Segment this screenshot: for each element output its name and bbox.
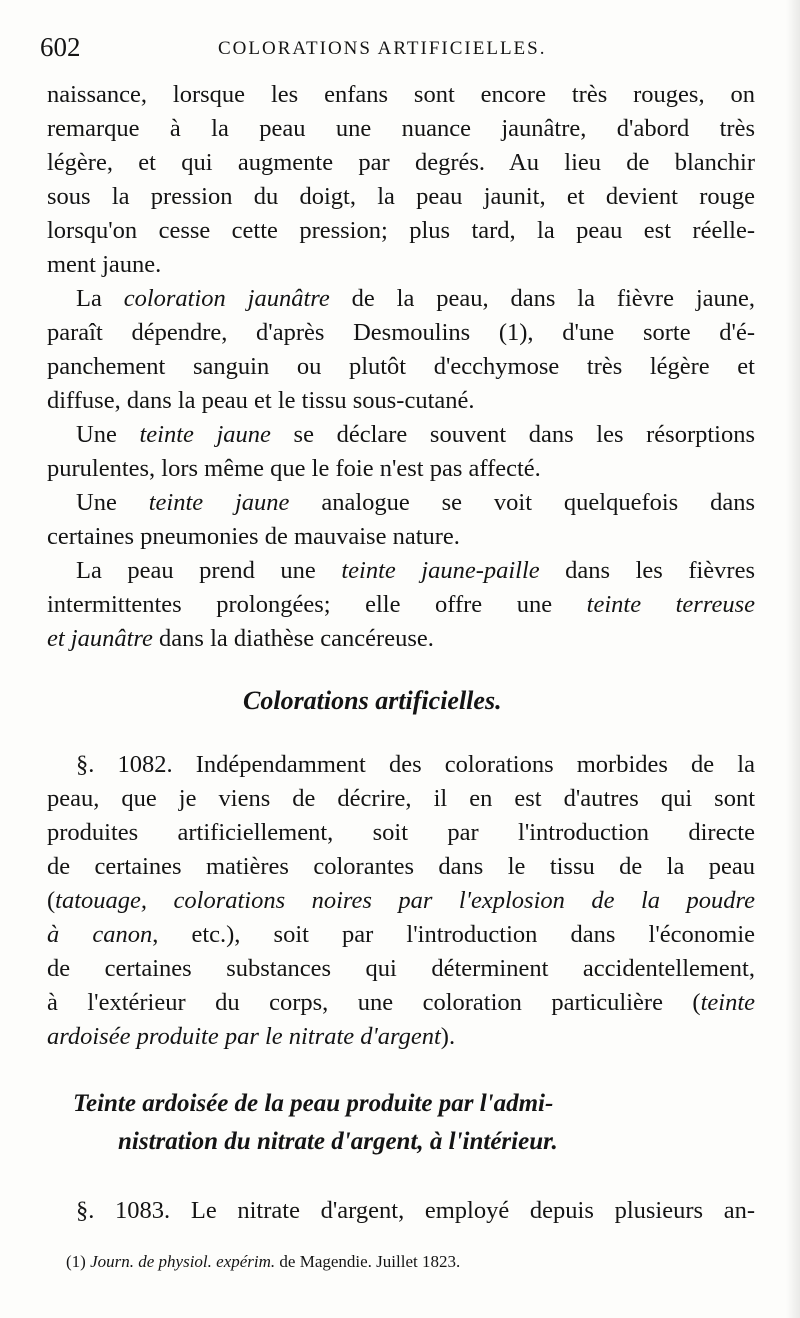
scan-shadow xyxy=(786,0,800,1318)
text-span: intermittentes prolongées; elle offre une xyxy=(47,591,587,618)
text-line: purulentes, lors même que le foie n'est pas affecté. xyxy=(47,455,541,482)
text-span: dans les fièvres xyxy=(539,557,755,584)
running-title: COLORATIONS ARTIFICIELLES. xyxy=(218,38,547,59)
text-line: §. 1082. Indépendamment des colorations morbides de la xyxy=(76,751,755,778)
text-line: sous la pression du doigt, la peau jaunit, et devient rouge xyxy=(47,183,755,210)
text-line: légère, et qui augmente par degrés. Au lieu de blanchir xyxy=(47,149,755,176)
italic-span: teinte jaune xyxy=(139,421,271,448)
footnote xyxy=(66,1252,460,1272)
subsection-heading-line: nistration du nitrate d'argent, à l'intérieur. xyxy=(118,1128,558,1155)
text-line: de certaines substances qui déterminent accidentellement, xyxy=(47,955,755,982)
text-line: produites artificiellement, soit par l'introduction directe xyxy=(47,819,755,846)
text-line: certaines pneumonies de mauvaise nature. xyxy=(47,523,460,550)
italic-span: teinte jaune xyxy=(148,489,290,516)
text-line xyxy=(76,282,755,316)
text-span: dans la diathèse cancéreuse. xyxy=(152,625,434,652)
text-line xyxy=(76,554,755,588)
text-line: remarque à la peau une nuance jaunâtre, d'abord très xyxy=(47,115,755,142)
italic-span: teinte xyxy=(700,989,755,1016)
text-line xyxy=(47,1020,455,1054)
footnote-text: de Magendie. Juillet 1823. xyxy=(275,1252,461,1271)
text-line: §. 1083. Le nitrate d'argent, employé depuis plusieurs an- xyxy=(76,1197,755,1224)
text-line xyxy=(76,486,755,520)
text-span: , etc.), soit par l'introduction dans l'économie xyxy=(152,921,755,948)
italic-span: teinte jaune-paille xyxy=(341,557,540,584)
text-span: de la peau, dans la fièvre jaune, xyxy=(329,285,755,312)
italic-span: et jaunâtre xyxy=(47,625,153,652)
text-line xyxy=(47,986,755,1020)
italic-span: teinte terreuse xyxy=(586,591,755,618)
text-span: analogue se voit quelquefois dans xyxy=(289,489,755,516)
text-span: La xyxy=(76,285,124,312)
text-span: à l'extérieur du corps, une coloration particulière ( xyxy=(47,989,701,1016)
text-line xyxy=(47,918,755,952)
text-span: se déclare souvent dans les résorptions xyxy=(270,421,755,448)
italic-span: coloration jaunâtre xyxy=(123,285,330,312)
footnote-marker: (1) xyxy=(66,1252,91,1271)
text-line: ment jaune. xyxy=(47,251,162,278)
text-line: peau, que je viens de décrire, il en est d'autres qui sont xyxy=(47,785,755,812)
section-heading: Colorations artificielles. xyxy=(243,686,502,715)
text-span: Une xyxy=(76,421,140,448)
page-number: 602 xyxy=(40,32,81,62)
text-span: Une xyxy=(76,489,149,516)
text-span: ). xyxy=(440,1023,456,1050)
text-line xyxy=(76,418,755,452)
text-line: de certaines matières colorantes dans le tissu de la peau xyxy=(47,853,755,880)
text-line: lorsqu'on cesse cette pression; plus tard, la peau est réelle- xyxy=(47,217,755,244)
italic-span: ardoisée produite par le nitrate d'argent xyxy=(47,1023,441,1050)
text-line xyxy=(47,588,755,622)
italic-span: tatouage, colorations noires par l'explosion de la poudre xyxy=(55,887,755,914)
text-line: panchement sanguin ou plutôt d'ecchymose très légère et xyxy=(47,353,755,380)
text-line: naissance, lorsque les enfans sont encore très rouges, on xyxy=(47,81,755,108)
text-line: diffuse, dans la peau et le tissu sous-cutané. xyxy=(47,387,475,414)
page-header xyxy=(40,28,760,68)
subsection-heading-line: Teinte ardoisée de la peau produite par l'admi- xyxy=(73,1090,554,1117)
text-span: ( xyxy=(47,887,56,914)
text-span: La peau prend une xyxy=(76,557,342,584)
text-line xyxy=(47,884,755,918)
footnote-source: Journ. de physiol. expérim. xyxy=(90,1252,276,1271)
text-line xyxy=(47,622,434,656)
text-line: paraît dépendre, d'après Desmoulins (1), d'une sorte d'é- xyxy=(47,319,755,346)
italic-span: à canon xyxy=(47,921,153,948)
